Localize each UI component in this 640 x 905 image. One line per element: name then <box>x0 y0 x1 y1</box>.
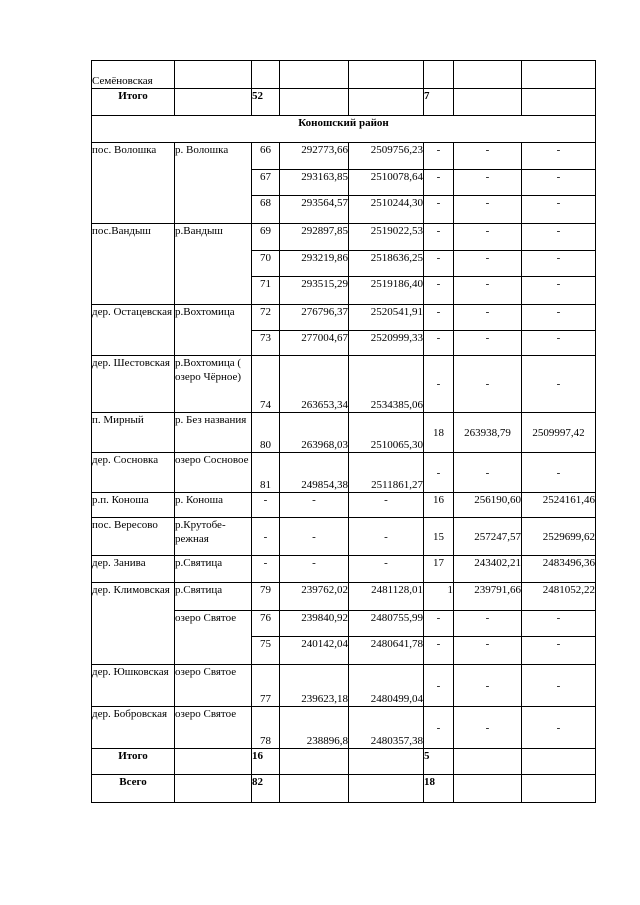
data-table <box>91 60 596 803</box>
coord-y-2: - <box>522 331 596 356</box>
coord-y: 2534385,06 <box>349 356 424 413</box>
coord-y: 2509756,23 <box>349 143 424 170</box>
coord-y: 2520999,33 <box>349 331 424 356</box>
point-number-2: - <box>424 170 454 196</box>
coord-x: 239623,18 <box>280 665 349 707</box>
point-number-2: - <box>424 611 454 637</box>
coord-x: 240142,04 <box>280 637 349 665</box>
coord-y: - <box>349 518 424 556</box>
table-row <box>92 493 596 518</box>
coord-y-2: - <box>522 611 596 637</box>
coord-x: 276796,37 <box>280 305 349 331</box>
coord-y-2: - <box>522 305 596 331</box>
coord-x-2: - <box>454 707 522 749</box>
settlement-cell: п. Мирный <box>92 413 175 453</box>
coord-x-2: - <box>454 665 522 707</box>
coord-x: 263653,34 <box>280 356 349 413</box>
point-number: 78 <box>252 707 280 749</box>
water-body-cell: озеро Сосновое <box>175 453 252 493</box>
coord-x: - <box>280 518 349 556</box>
water-body-cell: р. Без названия <box>175 413 252 453</box>
coord-y-2: 2481052,22 <box>522 583 596 611</box>
coord-x: 292897,85 <box>280 224 349 251</box>
coord-x: 277004,67 <box>280 331 349 356</box>
point-number-2: - <box>424 707 454 749</box>
water-body-cell: р. Коноша <box>175 493 252 518</box>
water-body-cell: р. Волошка <box>175 143 252 224</box>
table-row <box>92 305 596 331</box>
subtotal-row <box>92 749 596 775</box>
coord-x-2: 257247,57 <box>454 518 522 556</box>
table-row <box>92 224 596 251</box>
coord-y-2: 2509997,42 <box>522 413 596 453</box>
district-header-row <box>92 116 596 143</box>
point-number-2: 16 <box>424 493 454 518</box>
coord-x-2: 263938,79 <box>454 413 522 453</box>
point-number-2: - <box>424 665 454 707</box>
settlement-cell: пос. Вересово <box>92 518 175 556</box>
subtotal-count: 52 <box>252 89 280 116</box>
point-number-2: - <box>424 637 454 665</box>
coord-y-2: - <box>522 707 596 749</box>
subtotal-count: 16 <box>252 749 280 775</box>
coord-x-2: - <box>454 170 522 196</box>
point-number: 70 <box>252 251 280 277</box>
coord-x: 293515,29 <box>280 277 349 305</box>
coord-x: 238896,8 <box>280 707 349 749</box>
coord-x-2: - <box>454 196 522 224</box>
settlement-cell: дер. Остацевская <box>92 305 175 356</box>
settlement-cell: дер. Бобровская <box>92 707 175 749</box>
settlement-cell: дер. Шестовская <box>92 356 175 413</box>
point-number: 74 <box>252 356 280 413</box>
coord-x: 293219,86 <box>280 251 349 277</box>
point-number: 81 <box>252 453 280 493</box>
point-number-2: - <box>424 143 454 170</box>
coord-x-2: - <box>454 356 522 413</box>
coord-y-2: - <box>522 251 596 277</box>
point-number: - <box>252 518 280 556</box>
water-body-cell: р.Крутобе-режная <box>175 518 252 556</box>
point-number: 72 <box>252 305 280 331</box>
coord-x-2: 243402,21 <box>454 556 522 583</box>
subtotal-count2: 7 <box>424 89 454 116</box>
water-body-cell: озеро Святое <box>175 611 252 665</box>
settlement-cell: дер. Климовская <box>92 583 175 665</box>
point-number-2: - <box>424 331 454 356</box>
coord-y: 2510078,64 <box>349 170 424 196</box>
table-row <box>92 556 596 583</box>
coord-y-2: - <box>522 356 596 413</box>
district-title: Коношский район <box>92 116 596 143</box>
coord-x-2: - <box>454 611 522 637</box>
table-row <box>92 665 596 707</box>
point-number: 69 <box>252 224 280 251</box>
settlement-cell: пос. Волошка <box>92 143 175 224</box>
coord-x-2: - <box>454 143 522 170</box>
coord-y-2: - <box>522 170 596 196</box>
total-count2: 18 <box>424 775 454 803</box>
coord-y-2: - <box>522 196 596 224</box>
coord-x-2: 256190,60 <box>454 493 522 518</box>
coord-x-2: - <box>454 453 522 493</box>
point-number-2: - <box>424 277 454 305</box>
point-number: 71 <box>252 277 280 305</box>
water-body-cell: озеро Святое <box>175 707 252 749</box>
point-number-2: - <box>424 305 454 331</box>
coord-y: 2520541,91 <box>349 305 424 331</box>
subtotal-label: Итого <box>92 89 175 116</box>
coord-y: 2511861,27 <box>349 453 424 493</box>
coord-x: 292773,66 <box>280 143 349 170</box>
water-body-cell: р.Вохтомица ( озеро Чёрное) <box>175 356 252 413</box>
table-row <box>92 61 596 89</box>
table-row <box>92 583 596 611</box>
coord-y-2: 2529699,62 <box>522 518 596 556</box>
coord-y: 2480499,04 <box>349 665 424 707</box>
coord-y: 2480641,78 <box>349 637 424 665</box>
point-number: 77 <box>252 665 280 707</box>
coord-y-2: - <box>522 224 596 251</box>
settlement-cell: пос.Вандыш <box>92 224 175 305</box>
coord-x: 293564,57 <box>280 196 349 224</box>
coord-x-2: - <box>454 305 522 331</box>
coord-x-2: - <box>454 331 522 356</box>
subtotal-label: Итого <box>92 749 175 775</box>
total-row <box>92 775 596 803</box>
coord-x: 239840,92 <box>280 611 349 637</box>
coord-x-2: - <box>454 224 522 251</box>
subtotal-count2: 5 <box>424 749 454 775</box>
total-count: 82 <box>252 775 280 803</box>
coord-y: 2510065,30 <box>349 413 424 453</box>
table-row <box>92 518 596 556</box>
point-number-2: 18 <box>424 413 454 453</box>
point-number: 68 <box>252 196 280 224</box>
coord-x-2: - <box>454 277 522 305</box>
point-number: 67 <box>252 170 280 196</box>
total-label: Всего <box>92 775 175 803</box>
point-number: 79 <box>252 583 280 611</box>
coord-y-2: 2483496,36 <box>522 556 596 583</box>
coord-y: 2480357,38 <box>349 707 424 749</box>
point-number-2: - <box>424 224 454 251</box>
coord-y: - <box>349 493 424 518</box>
table-row <box>92 143 596 170</box>
point-number: 73 <box>252 331 280 356</box>
subtotal-row <box>92 89 596 116</box>
point-number: 75 <box>252 637 280 665</box>
coord-x: - <box>280 556 349 583</box>
point-number: - <box>252 556 280 583</box>
coord-y: 2519022,53 <box>349 224 424 251</box>
coord-x-2: - <box>454 637 522 665</box>
coord-y-2: - <box>522 453 596 493</box>
point-number-2: - <box>424 356 454 413</box>
point-number: 80 <box>252 413 280 453</box>
water-body-cell: р.Вохтомица <box>175 305 252 356</box>
coord-y: - <box>349 556 424 583</box>
coord-x-2: 239791,66 <box>454 583 522 611</box>
coord-x: 263968,03 <box>280 413 349 453</box>
point-number: 66 <box>252 143 280 170</box>
settlement-cell: дер. Занива <box>92 556 175 583</box>
coord-y-2: - <box>522 277 596 305</box>
coord-x: 249854,38 <box>280 453 349 493</box>
settlement-cell: дер. Сосновка <box>92 453 175 493</box>
water-body-cell: р.Святица <box>175 583 252 611</box>
point-number-2: 1 <box>424 583 454 611</box>
water-body-cell: р.Святица <box>175 556 252 583</box>
coord-y: 2518636,25 <box>349 251 424 277</box>
coord-y-2: - <box>522 637 596 665</box>
coord-x: 239762,02 <box>280 583 349 611</box>
table-row <box>92 413 596 453</box>
water-body-cell: р.Вандыш <box>175 224 252 305</box>
table-row <box>92 453 596 493</box>
coord-y-2: - <box>522 143 596 170</box>
point-number: - <box>252 493 280 518</box>
point-number-2: - <box>424 196 454 224</box>
table-row <box>92 356 596 413</box>
coord-x: - <box>280 493 349 518</box>
point-number: 76 <box>252 611 280 637</box>
coord-y: 2510244,30 <box>349 196 424 224</box>
table-row <box>92 707 596 749</box>
point-number-2: - <box>424 251 454 277</box>
coord-y: 2481128,01 <box>349 583 424 611</box>
point-number-2: 15 <box>424 518 454 556</box>
coord-y: 2519186,40 <box>349 277 424 305</box>
coord-x: 293163,85 <box>280 170 349 196</box>
coord-y-2: 2524161,46 <box>522 493 596 518</box>
coord-y-2: - <box>522 665 596 707</box>
point-number-2: 17 <box>424 556 454 583</box>
settlement-cell: Семёновская <box>92 61 175 89</box>
point-number-2: - <box>424 453 454 493</box>
coord-y: 2480755,99 <box>349 611 424 637</box>
settlement-cell: дер. Юшковская <box>92 665 175 707</box>
coord-x-2: - <box>454 251 522 277</box>
settlement-cell: р.п. Коноша <box>92 493 175 518</box>
water-body-cell: озеро Святое <box>175 665 252 707</box>
